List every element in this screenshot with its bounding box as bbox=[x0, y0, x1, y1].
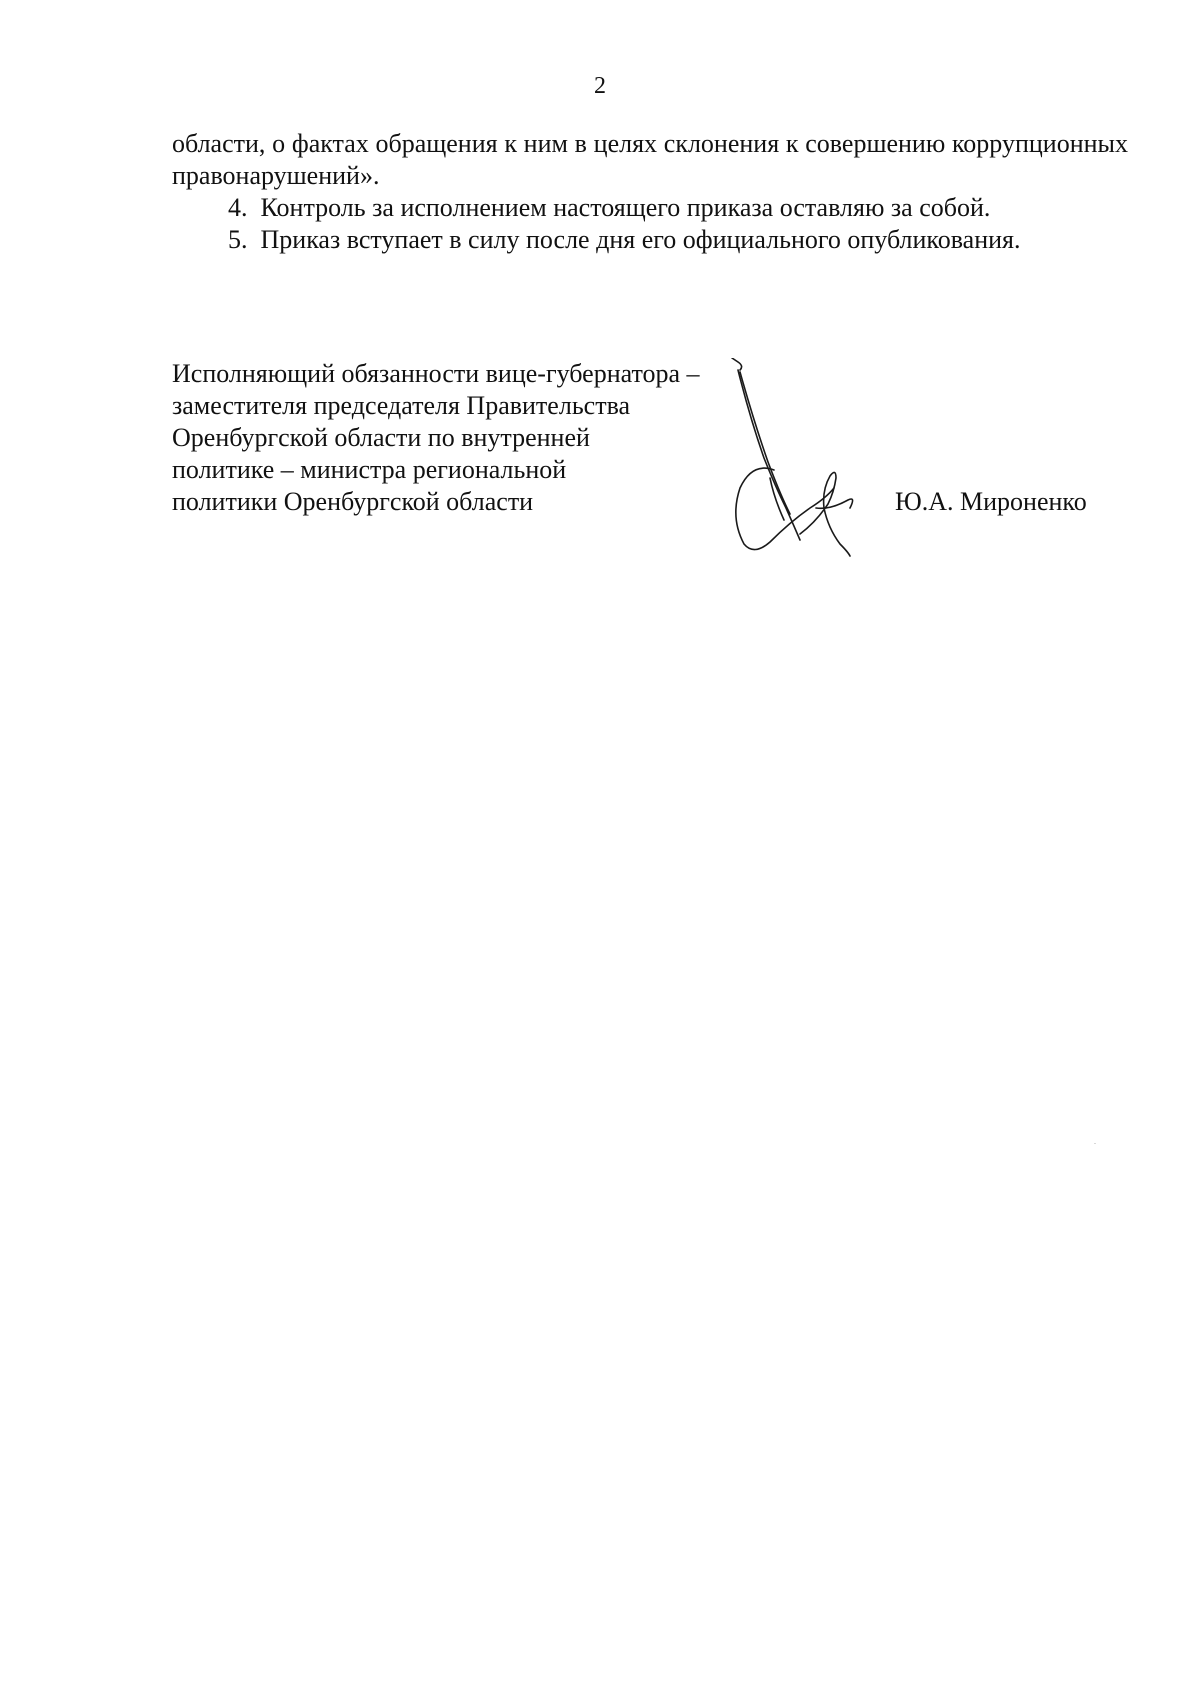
list-item-number: 4. bbox=[228, 193, 248, 222]
continued-paragraph: области, о фактах обращения к ним в целях склонения к совершению коррупционных правонарушений». bbox=[172, 129, 1128, 190]
signatory-position bbox=[172, 358, 772, 518]
list-item bbox=[172, 192, 1128, 224]
document-body bbox=[172, 128, 1128, 256]
position-line: политике – министра региональной bbox=[172, 455, 567, 484]
page-number: 2 bbox=[594, 73, 606, 99]
handwritten-signature bbox=[730, 358, 870, 558]
position-line: Исполняющий обязанности вице-губернатора – bbox=[172, 359, 700, 388]
position-line: заместителя председателя Правительства bbox=[172, 391, 631, 420]
position-line: политики Оренбургской области bbox=[172, 487, 534, 516]
list-item bbox=[172, 224, 1128, 256]
list-item-text: Приказ вступает в силу после дня его официального опубликования. bbox=[260, 225, 1021, 254]
scan-artifact bbox=[1094, 1143, 1096, 1144]
signatory-name: Ю.А. Мироненко bbox=[895, 487, 1087, 516]
position-line: Оренбургской области по внутренней bbox=[172, 423, 590, 452]
list-item-text: Контроль за исполнением настоящего приказа оставляю за собой. bbox=[260, 193, 991, 222]
list-item-number: 5. bbox=[228, 225, 248, 254]
